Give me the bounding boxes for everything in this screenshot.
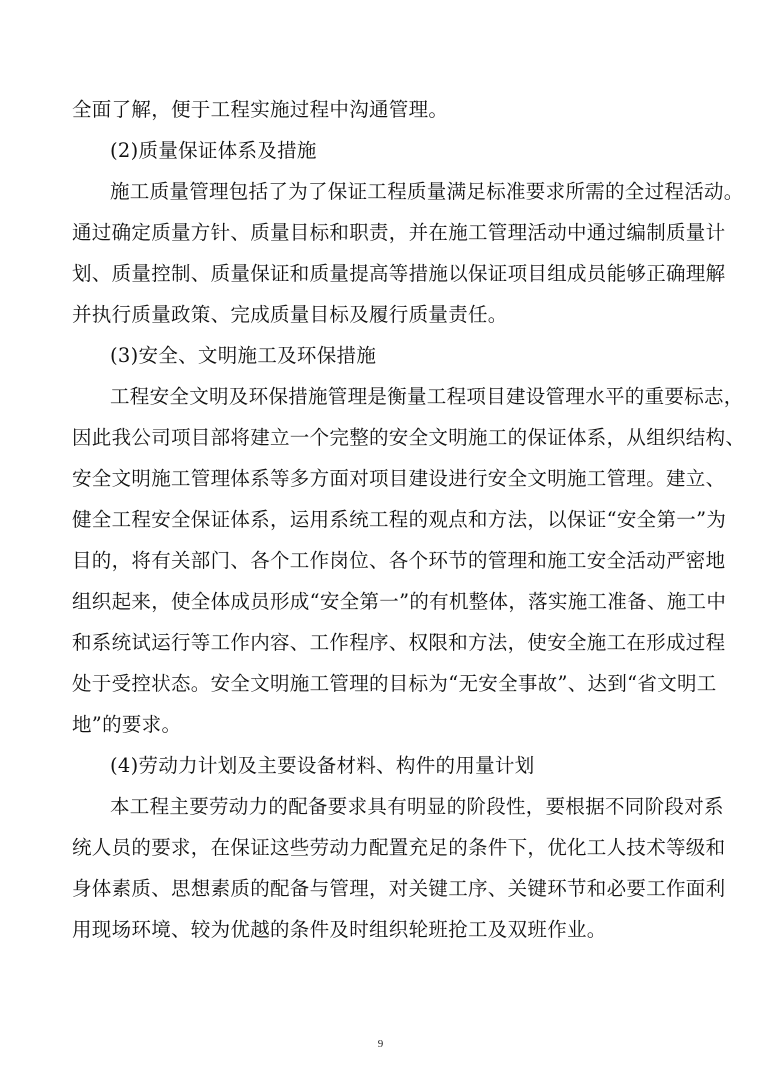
section-heading-labor: (4)劳动力计划及主要设备材料、构件的用量计划 — [110, 754, 535, 777]
body-text-line: 健全工程安全保证体系，运用系统工程的观点和方法，以保证“安全第一”为 — [72, 508, 727, 531]
body-text-line: 身体素质、思想素质的配备与管理，对关键工序、关键环节和必要工作面利 — [72, 877, 726, 900]
body-text-line: 组织起来，使全体成员形成“安全第一”的有机整体，落实施工准备、施工中 — [72, 590, 727, 613]
body-text-line: 目的，将有关部门、各个工作岗位、各个环节的管理和施工安全活动严密地 — [72, 549, 726, 572]
body-text-line: 本工程主要劳动力的配备要求具有明显的阶段性，要根据不同阶段对系 — [110, 795, 724, 818]
body-text-line: 工程安全文明及环保措施管理是衡量工程项目建设管理水平的重要标志， — [110, 385, 744, 408]
section-heading-safety: (3)安全、文明施工及环保措施 — [110, 344, 377, 367]
body-text-line: 统人员的要求，在保证这些劳动力配置充足的条件下，优化工人技术等级和 — [72, 836, 726, 859]
body-text-line: 并执行质量政策、完成质量目标及履行质量责任。 — [72, 303, 508, 326]
page-number: 9 — [377, 1038, 384, 1050]
body-text-line: 划、质量控制、质量保证和质量提高等措施以保证项目组成员能够正确理解 — [72, 262, 726, 285]
body-text-line: 地”的要求。 — [72, 713, 182, 736]
body-text-line: 通过确定质量方针、质量目标和职责，并在施工管理活动中通过编制质量计 — [72, 221, 726, 244]
body-text-line: 安全文明施工管理体系等多方面对项目建设进行安全文明施工管理。建立、 — [72, 467, 726, 490]
body-text-line: 用现场环境、较为优越的条件及时组织轮班抢工及双班作业。 — [72, 918, 607, 941]
body-text-line: 和系统试运行等工作内容、工作程序、权限和方法，使安全施工在形成过程 — [72, 631, 726, 654]
section-heading-quality: (2)质量保证体系及措施 — [110, 139, 317, 162]
body-text-line: 处于受控状态。安全文明施工管理的目标为“无安全事故”、达到“省文明工 — [72, 672, 717, 695]
body-text-line: 全面了解，便于工程实施过程中沟通管理。 — [72, 98, 449, 121]
body-text-line: 施工质量管理包括了为了保证工程质量满足标准要求所需的全过程活动。 — [110, 180, 744, 203]
body-text-line: 因此我公司项目部将建立一个完整的安全文明施工的保证体系，从组织结构、 — [72, 426, 746, 449]
